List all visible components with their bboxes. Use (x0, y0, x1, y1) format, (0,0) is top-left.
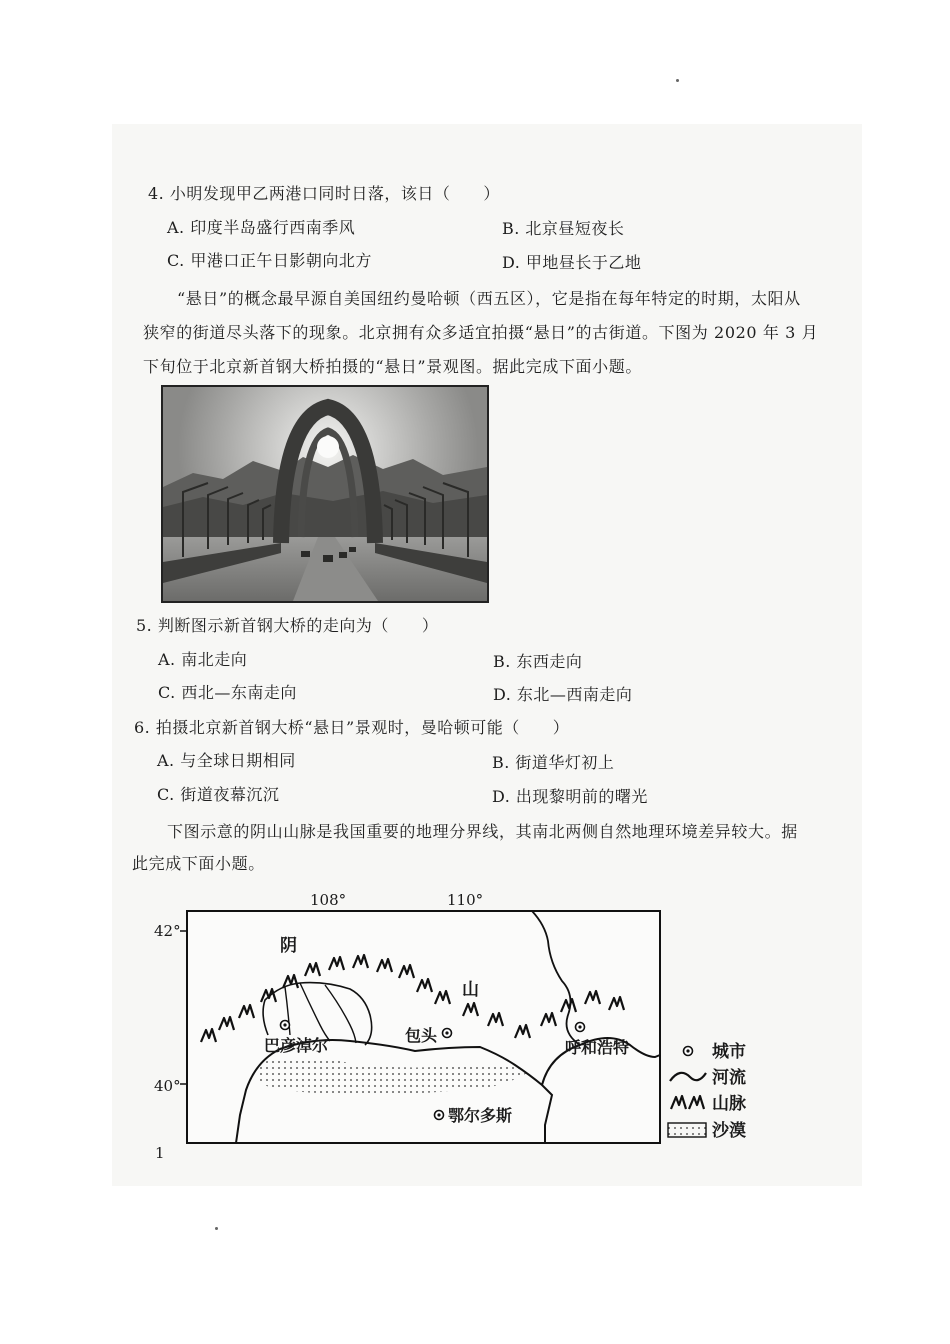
q4-option-d: D. 甲地昼长于乙地 (502, 253, 642, 272)
q5-option-c: C. 西北—东南走向 (158, 683, 297, 702)
yinshan-map (150, 885, 760, 1165)
q4-option-a: A. 印度半岛盛行西南季风 (167, 218, 356, 237)
lat-40-label: 40° (154, 1077, 181, 1095)
lon-108-label: 108° (310, 891, 347, 909)
city-label-baotou: 包头 (405, 1026, 438, 1045)
scan-speck (676, 79, 679, 82)
bridge-photo (161, 385, 489, 603)
lat-42-label: 42° (154, 922, 181, 940)
city-label-bayannur: 巴彦淖尔 (264, 1036, 329, 1055)
q4-stem: 4. 小明发现甲乙两港口同时日落，该日（ ） (148, 184, 500, 203)
legend-city-label: 城市 (712, 1042, 746, 1062)
legend-mountain-label: 山脉 (712, 1094, 746, 1114)
passage1-line3: 下旬位于北京新首钢大桥拍摄的“悬日”景观图。据此完成下面小题。 (143, 357, 642, 376)
q4-option-b: B. 北京昼短夜长 (502, 219, 625, 238)
mountain-label-yin: 阴 (280, 936, 297, 956)
q6-stem: 6. 拍摄北京新首钢大桥“悬日”景观时，曼哈顿可能（ ） (134, 718, 570, 737)
q6-option-b: B. 街道华灯初上 (492, 753, 615, 772)
city-label-hohhot: 呼和浩特 (565, 1038, 630, 1057)
q5-option-b: B. 东西走向 (493, 652, 583, 671)
q5-option-a: A. 南北走向 (158, 650, 248, 669)
city-label-ordos: 鄂尔多斯 (448, 1106, 513, 1125)
q6-option-c: C. 街道夜幕沉沉 (157, 785, 280, 804)
legend-desert-label: 沙漠 (712, 1121, 746, 1141)
q6-option-a: A. 与全球日期相同 (157, 751, 296, 770)
passage1-line2: 狭窄的街道尽头落下的现象。北京拥有众多适宜拍摄“悬日”的古街道。下图为 2020 年 3 月 (143, 323, 819, 342)
passage2-line2: 此完成下面小题。 (132, 854, 265, 873)
legend-mountain-icon (671, 1096, 704, 1109)
q4-option-c: C. 甲港口正午日影朝向北方 (167, 251, 372, 270)
passage1-line1: “悬日”的概念最早源自美国纽约曼哈顿（西五区），它是指在每年特定的时期，太阳从 (177, 289, 801, 308)
q6-option-d: D. 出现黎明前的曙光 (492, 787, 648, 806)
passage2-line1: 下图示意的阴山山脉是我国重要的地理分界线，其南北两侧自然地理环境差异较大。据 (167, 822, 798, 841)
page-number: 1 (155, 1144, 166, 1162)
legend-desert-icon (668, 1123, 706, 1137)
lon-110-label: 110° (447, 891, 484, 909)
legend-river-icon (670, 1073, 706, 1081)
scan-speck (215, 1227, 218, 1230)
map-legend (668, 1041, 747, 1141)
q5-option-d: D. 东北—西南走向 (493, 685, 633, 704)
legend-river-label: 河流 (712, 1068, 746, 1088)
mountain-label-shan: 山 (462, 980, 479, 1000)
q5-stem: 5. 判断图示新首钢大桥的走向为（ ） (136, 616, 439, 635)
